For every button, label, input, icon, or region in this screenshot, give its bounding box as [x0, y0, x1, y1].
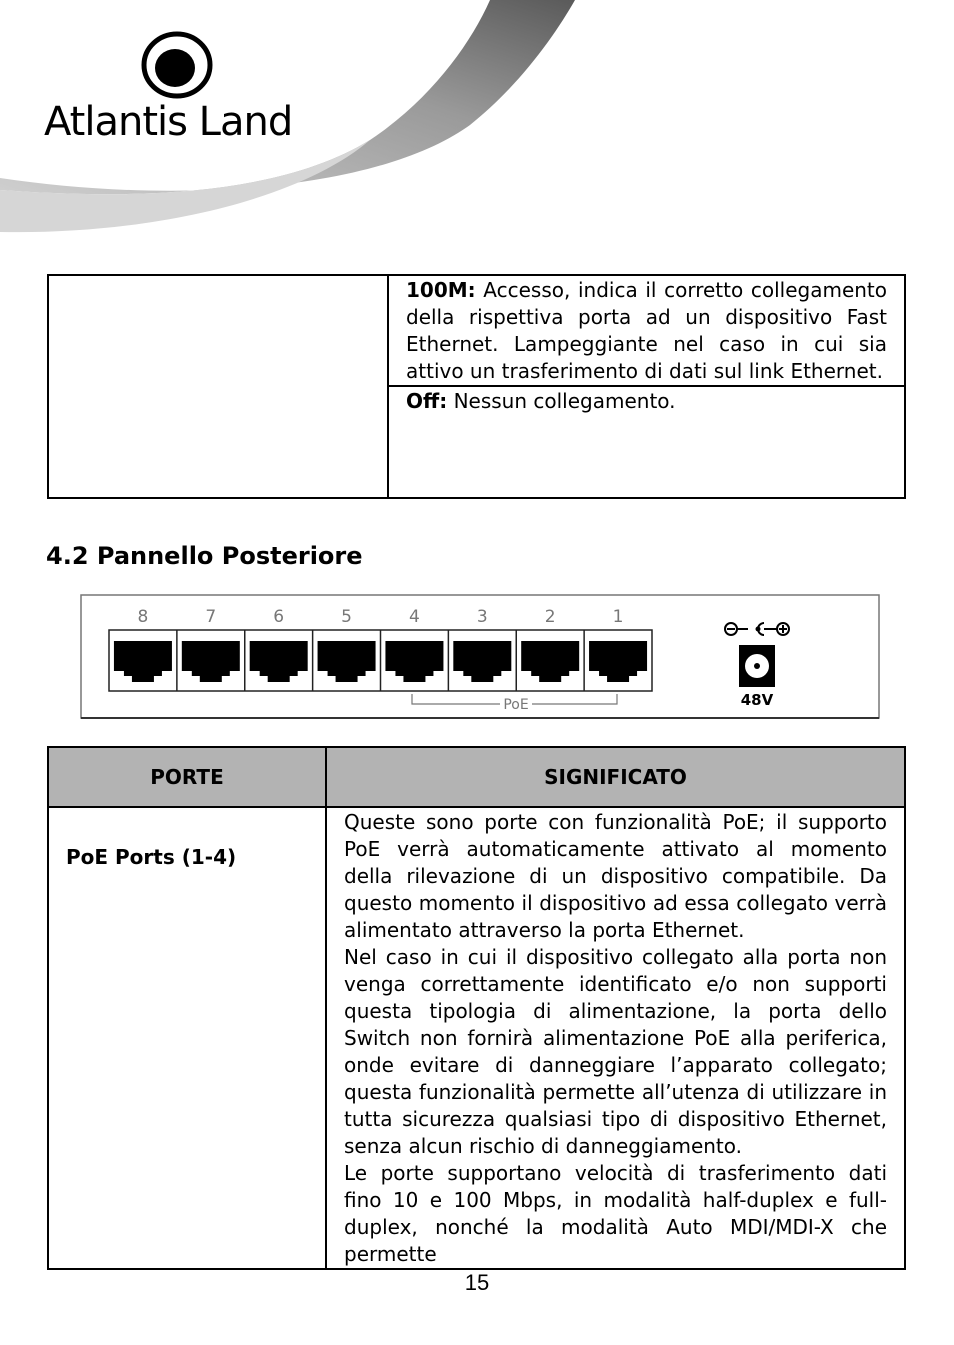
rear-panel-diagram	[80, 594, 880, 720]
port-desc-cell	[326, 807, 905, 1269]
power-jack-icon	[739, 645, 775, 687]
section-title: 4.2 Pannello Posteriore	[46, 542, 363, 570]
brand-logo-mark	[140, 30, 220, 100]
port-number: 7	[205, 607, 217, 627]
led-state-label: Off:	[406, 389, 448, 413]
desc-paragraph: Le porte supportano velocità di trasferimento dati fino 10 e 100 Mbps, in modalità half-duplex e full-duplex, nonché la modalità Auto MDI/MDI-X che permette	[344, 1161, 887, 1266]
voltage-label: 48V	[740, 691, 774, 709]
brand-logo-text: Atlantis Land	[44, 99, 293, 145]
led-state-text: Accesso, indica il corretto collegamento della rispettiva porta ad un dispositivo Fast Ethernet. Lampeggiante nel caso in cui sia attivo un trasferimento di dati sul link Ethernet.	[406, 278, 888, 383]
ports-table	[47, 746, 906, 1270]
port-number: 8	[137, 607, 149, 627]
port-number: 3	[476, 607, 488, 627]
led-desc-cell	[388, 275, 905, 386]
port-number: 5	[341, 607, 352, 627]
page-number: 15	[464, 1270, 490, 1295]
port-number: 6	[273, 607, 285, 627]
led-desc-cell	[388, 386, 905, 498]
port-number: 1	[612, 607, 624, 627]
table-row	[48, 275, 905, 386]
header-porte: PORTE	[48, 747, 326, 807]
table-header-row	[48, 747, 905, 807]
led-state-text: Nessun collegamento.	[453, 389, 676, 413]
port-number: 4	[409, 607, 420, 627]
table-row	[48, 807, 905, 1269]
brand-logo	[44, 30, 314, 145]
led-state-label: 100M:	[406, 278, 476, 302]
port-number: 2	[544, 607, 556, 627]
poe-label: PoE	[503, 697, 529, 713]
desc-paragraph: Queste sono porte con funzionalità PoE; il supporto PoE verrà automaticamente attivato al momento della rilevazione di un dispositivo compatibile. Da questo momento il dispositivo ad essa collegato verrà alimentato attraverso la porta Ethernet.	[344, 810, 887, 942]
desc-paragraph: Nel caso in cui il dispositivo collegato alla porta non venga correttamente identificato e/o non supporti questa tipologia di alimentazione, la porta dello Switch non fornirà alimentazione PoE alla periferica, onde evitare di danneggiare l’apparato collegato; questa funzionalità permette all’utenza di utilizzare in tutta sicurezza qualsiasi tipo di dispositivo Ethernet, senza alcun rischio di danneggiamento.	[344, 945, 887, 1158]
port-name-cell: PoE Ports (1-4)	[48, 807, 326, 1269]
header-significato: SIGNIFICATO	[326, 747, 905, 807]
led-status-table	[47, 274, 906, 499]
led-name-cell	[48, 275, 388, 498]
